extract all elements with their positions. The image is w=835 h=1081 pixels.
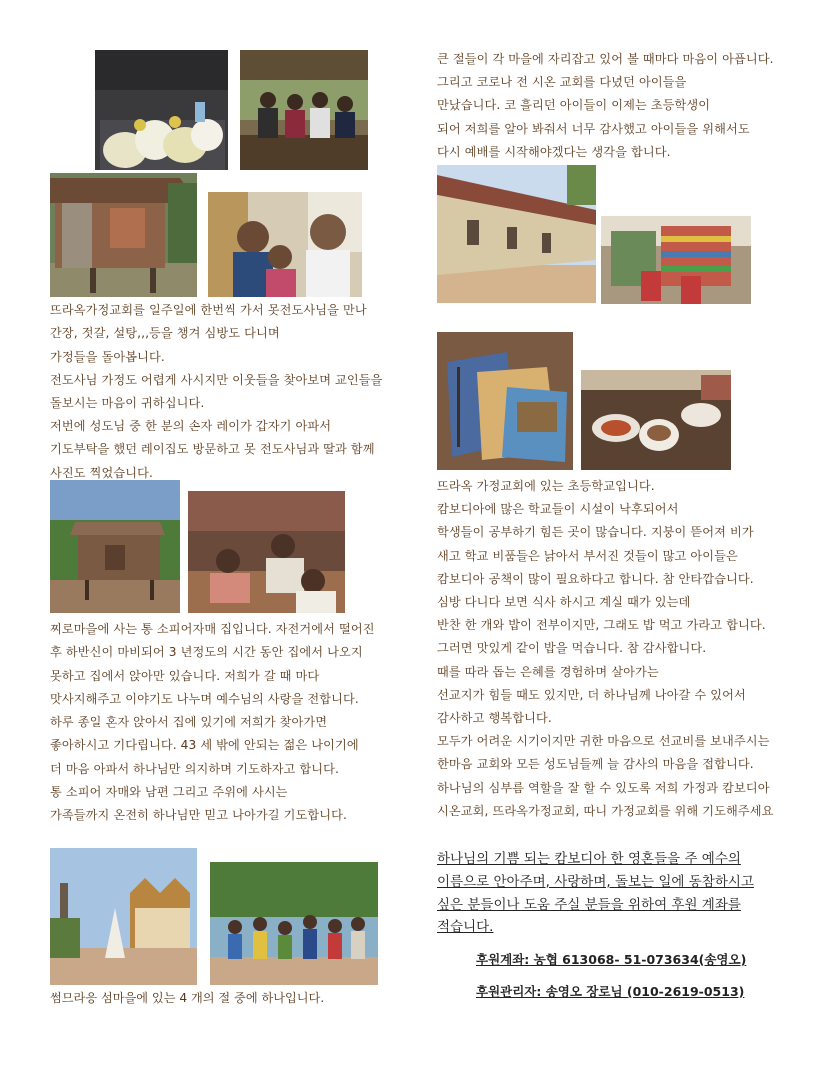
photo-massage-visit (188, 491, 345, 613)
temple-caption: 썸므라응 섬마을에 있는 4 개의 절 중에 하나입니다. (50, 991, 325, 1005)
right-para-school (437, 475, 774, 823)
text-line: 시온교회, 뜨라옥가정교회, 따니 가정교회를 위해 기도해주세요 (437, 803, 774, 818)
text-line: 가족들까지 온전히 하나님만 믿고 나아가길 기도합니다. (50, 808, 347, 823)
text-line: 때를 따라 돕는 은혜를 경험하며 살아가는 (437, 664, 659, 679)
text-line: 뜨라옥 가정교회에 있는 초등학교입니다. (437, 479, 655, 493)
text-line: 모두가 어려운 시기이지만 귀한 마음으로 선교비를 보내주시는 (437, 734, 770, 749)
donation-manager: 후원관리자: 송영오 장로님 (010-2619-0513) (476, 984, 745, 999)
text-line: 못하고 집에서 앉아만 있습니다. 저희가 갈 때 마다 (50, 668, 320, 683)
text-line: 캄보디아 공책이 많이 필요하다고 합니다. 참 안타깝습니다. (437, 571, 754, 586)
text-line: 찌로마을에 사는 통 소피어자매 집입니다. 자전거에서 떨어진 (50, 622, 375, 636)
text-line: 한마음 교회와 모든 성도님들께 늘 감사의 마음을 접합니다. (437, 757, 754, 772)
donation-account: 후원계좌: 농협 613068- 51-073634(송영오) (476, 952, 747, 967)
text-line: 새고 학교 비품들은 낡아서 부서진 것들이 많고 아이들은 (437, 548, 738, 563)
appeal-line: 하나님의 기쁨 되는 캄보디아 한 영혼들을 주 예수의 (437, 851, 741, 867)
photo-sophia-house (50, 480, 180, 613)
text-line: 후 하반신이 마비되어 3 년정도의 시간 동안 집에서 나오지 (50, 645, 363, 660)
text-line: 가정들을 돌아봅니다. (50, 349, 165, 364)
text-line: 좋아하시고 기다립니다. 43 세 밖에 안되는 젊은 나이기에 (50, 738, 359, 753)
text-line: 감사하고 행복합니다. (437, 711, 552, 726)
text-line: 돌보시는 마음이 귀하십니다. (50, 396, 205, 411)
photo-school-building (437, 165, 596, 303)
appeal-line: 싶은 분들이나 도움 주실 분들을 위하여 후원 계좌를 (437, 896, 741, 913)
text-line: 큰 절들이 각 마을에 자리잡고 있어 볼 때마다 마음이 아픕니다. (437, 52, 774, 66)
text-line: 그러면 맛있게 같이 밥을 먹습니다. 참 감사합니다. (437, 641, 707, 656)
text-line: 간장, 젓갈, 설탕,,,등을 챙겨 심방도 다니며 (50, 326, 280, 341)
right-para-temples-children (437, 48, 774, 164)
text-line: 학생들이 공부하기 힘든 곳이 많습니다. 지붕이 뜯어져 비가 (437, 525, 754, 540)
left-para-evangelist (50, 369, 383, 416)
appeal-line: 이름으로 안아주며, 사랑하며, 돌보는 일에 동참하시고 (437, 873, 754, 890)
photo-selfie-with-evangelist (208, 192, 362, 297)
photo-notebooks (437, 332, 573, 470)
left-para-sophia (50, 618, 375, 828)
text-line: 하루 종일 혼자 앉아서 집에 있기에 저희가 찾아가면 (50, 715, 328, 730)
text-line: 기도부탁을 했던 레이집도 방문하고 못 전도사님과 딸과 함께 (50, 442, 375, 457)
photo-wooden-stilt-house (50, 173, 197, 297)
photo-simple-meal (581, 370, 731, 470)
text-line: 더 마음 아파서 하나님만 의지하며 기도하자고 합니다. (50, 761, 340, 776)
text-line: 통 소피어 자매와 남편 그리고 주위에 사시는 (50, 785, 288, 800)
text-line: 선교지가 힘들 때도 있지만, 더 하나님께 나아갈 수 있어서 (437, 687, 746, 702)
text-line: 반찬 한 개와 밥이 전부이지만, 그래도 밥 먹고 가라고 합니다. (437, 618, 766, 633)
photo-village-children (210, 862, 378, 985)
text-line: 전도사님 가정도 어렵게 사시지만 이웃들을 찾아보며 교인들을 (50, 373, 383, 387)
photo-family-on-porch (240, 50, 368, 170)
text-line: 그리고 코로나 전 시온 교회를 다녔던 아이들을 (437, 75, 687, 90)
text-line: 하나님의 심부름 역할을 잘 할 수 있도록 저희 가정과 캄보디아 (437, 780, 770, 795)
photo-classroom-shelves (601, 216, 751, 304)
text-line: 뜨라옥가정교회를 일주일에 한번씩 가서 못전도사님을 만나 (50, 303, 367, 317)
text-line: 만났습니다. 코 흘리던 아이들이 이제는 초등학생이 (437, 98, 711, 113)
left-para-visits (50, 299, 367, 369)
text-line: 다시 예배를 시작해야겠다는 생각을 합니다. (437, 144, 671, 159)
text-line: 캄보디아에 많은 학교들이 시설이 낙후되어서 (437, 502, 679, 517)
text-line: 심방 다니다 보면 식사 하시고 계실 때가 있는데 (437, 595, 691, 610)
text-line: 사진도 찍었습니다. (50, 465, 153, 480)
text-line: 되어 저희를 알아 봐줘서 너무 감사했고 아이들을 위해서도 (437, 121, 750, 136)
appeal-line: 적습니다. (437, 919, 494, 936)
text-line: 맛사지해주고 이야기도 나누며 예수님의 사랑을 전합니다. (50, 691, 359, 706)
photo-gift-bags-in-car (95, 50, 228, 170)
text-line: 저번에 성도님 중 한 분의 손자 레이가 갑자기 아파서 (50, 419, 332, 433)
left-para-prayer-request (50, 415, 375, 485)
photo-temple-stupa (50, 848, 197, 985)
donation-appeal (437, 848, 754, 939)
